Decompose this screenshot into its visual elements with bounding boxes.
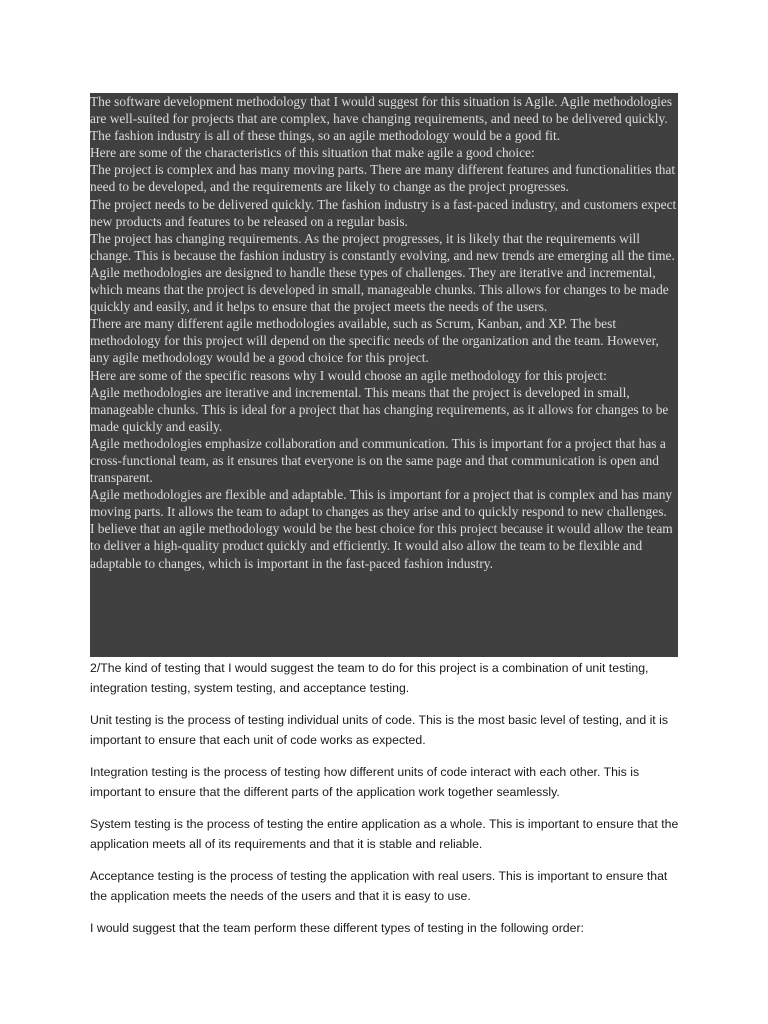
paragraph: Unit testing is the process of testing individual units of code. This is the most basic level of testing, and it is important to ensure that each unit of code works as expected. xyxy=(90,713,669,747)
highlighted-answer-block xyxy=(90,93,678,657)
paragraph: Here are some of the specific reasons why I would choose an agile methodology for this project: xyxy=(90,367,607,383)
paragraph: 2/The kind of testing that I would suggest the team to do for this project is a combination of unit testing, integration testing, system testing, and acceptance testing. xyxy=(90,661,649,695)
paragraph: The project has changing requirements. As the project progresses, it is likely that the requirements will change. This is because the fashion industry is constantly evolving, and new trends are emerging all the time. xyxy=(90,230,675,263)
paragraph: Agile methodologies emphasize collaboration and communication. This is important for a project that has a cross-functional team, as it ensures that everyone is on the same page and that communication is open and transparent. xyxy=(90,435,666,486)
paragraph: Agile methodologies are designed to handle these types of challenges. They are iterative and incremental, which means that the project is developed in small, manageable chunks. This allows for changes to be made quickly and easily, and it helps to ensure that the project meets the needs of the users. xyxy=(90,264,669,315)
paragraph: I believe that an agile methodology would be the best choice for this project because it would allow the team to deliver a high-quality product quickly and efficiently. It would also allow the team to be flexible and adaptable to changes, which is important in the fast-paced fashion industry. xyxy=(90,521,673,571)
paragraph: Integration testing is the process of testing how different units of code interact with each other. This is important to ensure that the different parts of the application work together seamlessly. xyxy=(90,765,640,799)
paragraph: Acceptance testing is the process of testing the application with real users. This is important to ensure that the application meets the needs of the users and that it is easy to use. xyxy=(90,869,668,903)
paragraph: Agile methodologies are iterative and incremental. This means that the project is developed in small, manageable chunks. This is ideal for a project that has changing requirements, as it allows for changes to be made quickly and easily. xyxy=(90,384,669,434)
testing-answer-block xyxy=(90,658,680,950)
paragraph: There are many different agile methodologies available, such as Scrum, Kanban, and XP. The best methodology for this project will depend on the specific needs of the organization and the team. However, any agile methodology would be a good choice for this project. xyxy=(90,316,659,366)
paragraph: Here are some of the characteristics of this situation that make agile a good choice: xyxy=(90,145,535,161)
paragraph: The project needs to be delivered quickly. The fashion industry is a fast-paced industry, and customers expect new products and features to be released on a regular basis. xyxy=(90,196,677,229)
paragraph: System testing is the process of testing the entire application as a whole. This is important to ensure that the application meets all of its requirements and that it is stable and reliable. xyxy=(90,817,679,851)
paragraph: The software development methodology that I would suggest for this situation is Agile. Agile methodologies are well-suited for projects that are complex, have changing requirements, and need to be delivered quickly. The fashion industry is all of these things, so an agile methodology would be a good fit. xyxy=(90,94,673,144)
paragraph: Agile methodologies are flexible and adaptable. This is important for a project that is complex and has many moving parts. It allows the team to adapt to changes as they arise and to quickly respond to new challenges. xyxy=(90,487,673,520)
paragraph: I would suggest that the team perform these different types of testing in the following order: xyxy=(90,921,584,935)
paragraph: The project is complex and has many moving parts. There are many different features and functionalities that need to be developed, and the requirements are likely to change as the project progresses. xyxy=(90,162,676,195)
